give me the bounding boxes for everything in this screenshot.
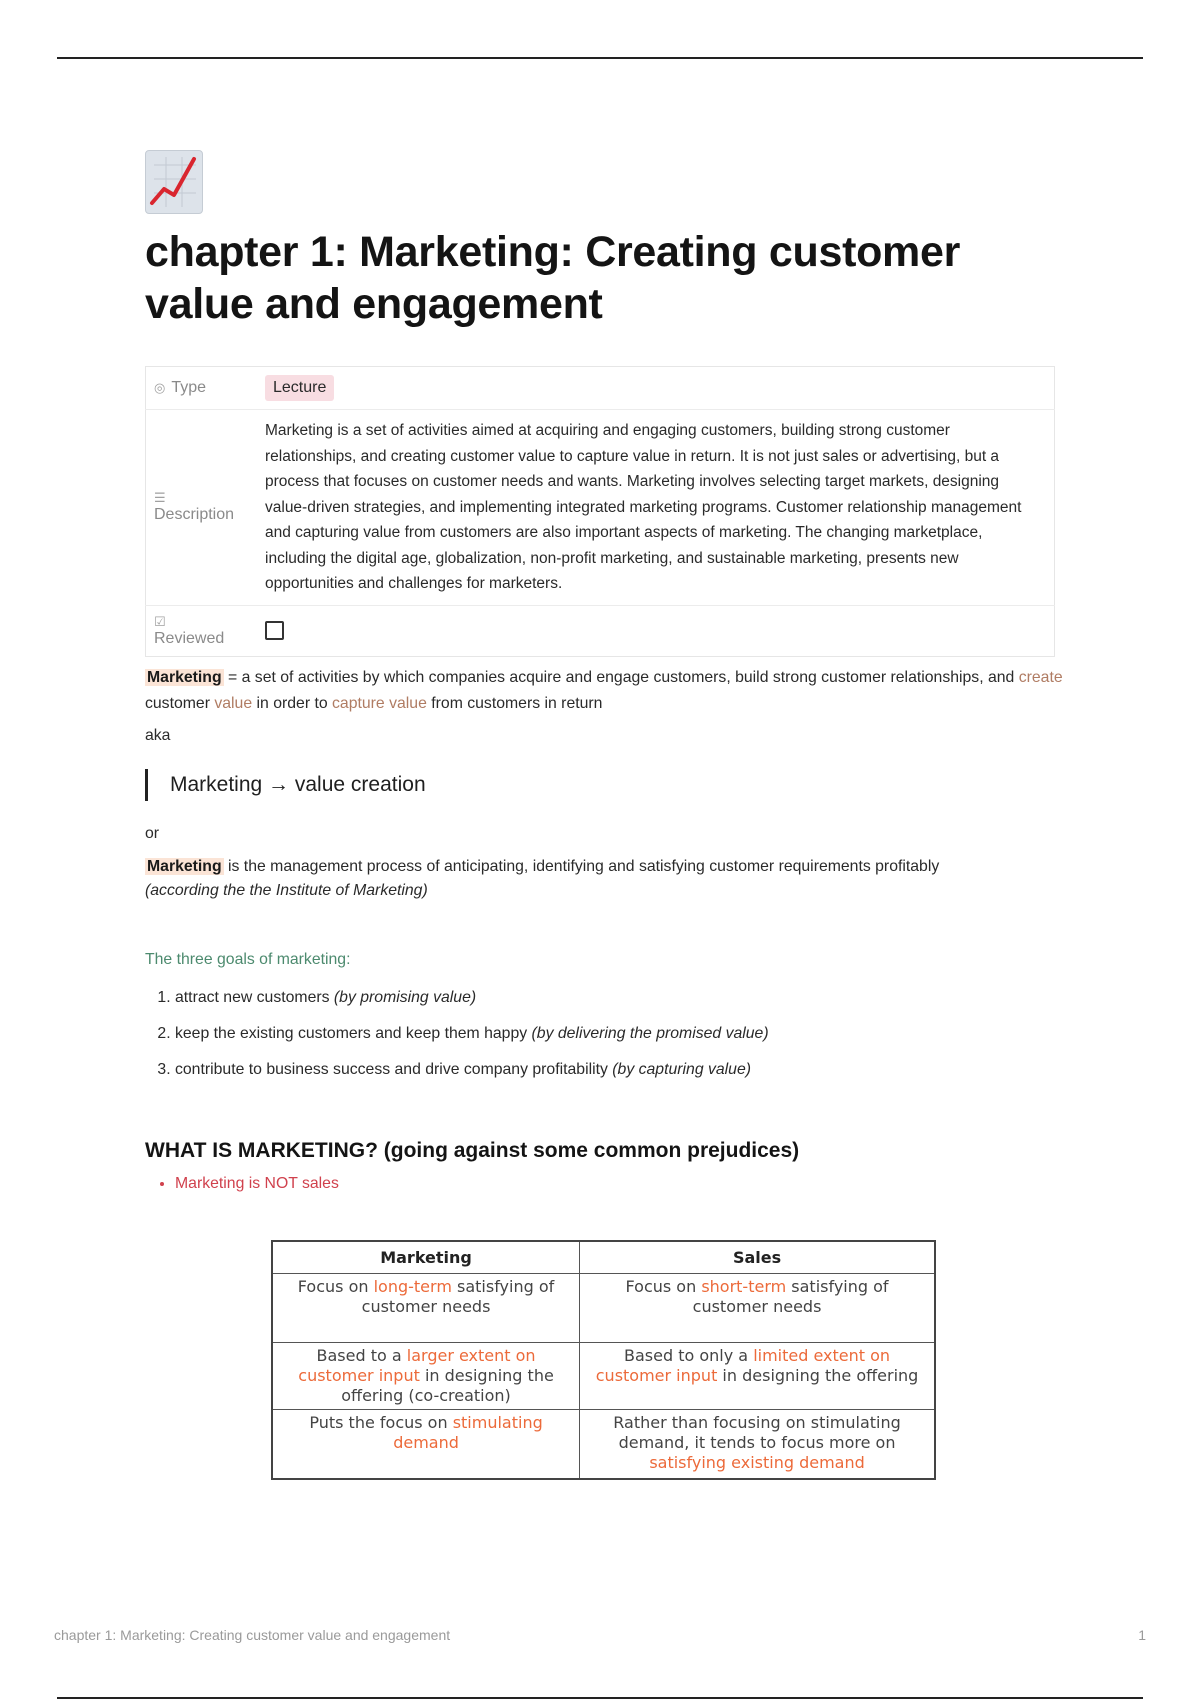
table-row <box>272 1343 935 1410</box>
top-rule <box>57 57 1143 59</box>
definition2-paragraph: Marketing is the management process of anticipating, identifying and satisfying customer requirements profitably (according the the Institute of Marketing) <box>145 857 940 899</box>
list-item: 2. keep the existing customers and keep them happy (by delivering the promised value) <box>175 1021 1065 1047</box>
property-row-type <box>146 367 1055 410</box>
properties-table <box>145 366 1055 657</box>
section-heading: WHAT IS MARKETING? (going against some common prejudices) <box>145 1138 800 1162</box>
goals-heading: The three goals of marketing: <box>145 950 351 968</box>
table-cell: Focus on long-term satisfying of customer needs <box>272 1274 580 1343</box>
document-page <box>145 150 1065 1197</box>
table-cell: Puts the focus on stimulating demand <box>272 1410 580 1480</box>
column-header-sales: Sales <box>580 1241 935 1274</box>
chart-increasing-icon <box>145 150 203 214</box>
list-item: 1. attract new customers (by promising value) <box>175 985 1065 1011</box>
property-label-description: ☰ Description <box>146 410 260 606</box>
text-lines-icon: ☰ <box>154 490 166 506</box>
table-row <box>272 1274 935 1343</box>
section-bullets <box>145 1171 1065 1197</box>
table-cell: Rather than focusing on stimulating demand, it tends to focus more on satisfying existing demand <box>580 1410 935 1480</box>
page-number: 1 <box>1138 1627 1146 1643</box>
marketing-vs-sales-table <box>271 1240 936 1480</box>
definition-paragraph: Marketing = a set of activities by which companies acquire and engage customers, build strong customer relationships, and create customer value in order to capture value from customers in return <box>145 668 1063 712</box>
aka-text: aka <box>145 726 171 744</box>
footer-title: chapter 1: Marketing: Creating customer value and engagement <box>54 1627 451 1643</box>
goals-list <box>145 985 1065 1083</box>
table-cell: Based to a larger extent on customer input in designing the offering (co-creation) <box>272 1343 580 1410</box>
table-row <box>272 1410 935 1480</box>
quote-block: Marketing → value creation <box>145 769 1065 801</box>
type-select-icon: ◎ <box>154 380 166 395</box>
reviewed-checkbox[interactable] <box>265 621 284 640</box>
column-header-marketing: Marketing <box>272 1241 580 1274</box>
table-cell: Focus on short-term satisfying of customer needs <box>580 1274 935 1343</box>
property-row-reviewed <box>146 605 1055 656</box>
or-text: or <box>145 824 160 842</box>
page-footer <box>54 1627 1146 1643</box>
property-label-reviewed: ☑ Reviewed <box>146 605 260 656</box>
property-row-description <box>146 410 1055 606</box>
page-title: chapter 1: Marketing: Creating customer value and engagement <box>145 228 961 328</box>
table-cell: Based to only a limited extent on customer input in designing the offering <box>580 1343 935 1410</box>
definition2-source: (according the the Institute of Marketing) <box>145 881 428 899</box>
bottom-rule <box>57 1697 1143 1699</box>
description-value[interactable]: Marketing is a set of activities aimed at acquiring and engaging customers, building strong customer relationships, and creating customer value to capture value in return. It is not just sales or advertising, but a process that focuses on customer needs and wants. Marketing involves selecting target markets, designing value-driven strategies, and implementing integrated marketing programs. Customer relationship management and capturing value from customers are also important aspects of marketing. The changing marketplace, including the digital age, globalization, non-profit marketing, and sustainable marketing, presents new opportunities and challenges for marketers. <box>259 410 1055 606</box>
list-item: 3. contribute to business success and drive company profitability (by capturing value) <box>175 1057 1065 1083</box>
list-item: • Marketing is NOT sales <box>175 1171 1065 1197</box>
table-header-row <box>272 1241 935 1274</box>
property-label-type: ◎ Type <box>146 367 260 410</box>
checkbox-property-icon: ☑ <box>154 613 166 629</box>
type-tag[interactable]: Lecture <box>265 375 334 401</box>
